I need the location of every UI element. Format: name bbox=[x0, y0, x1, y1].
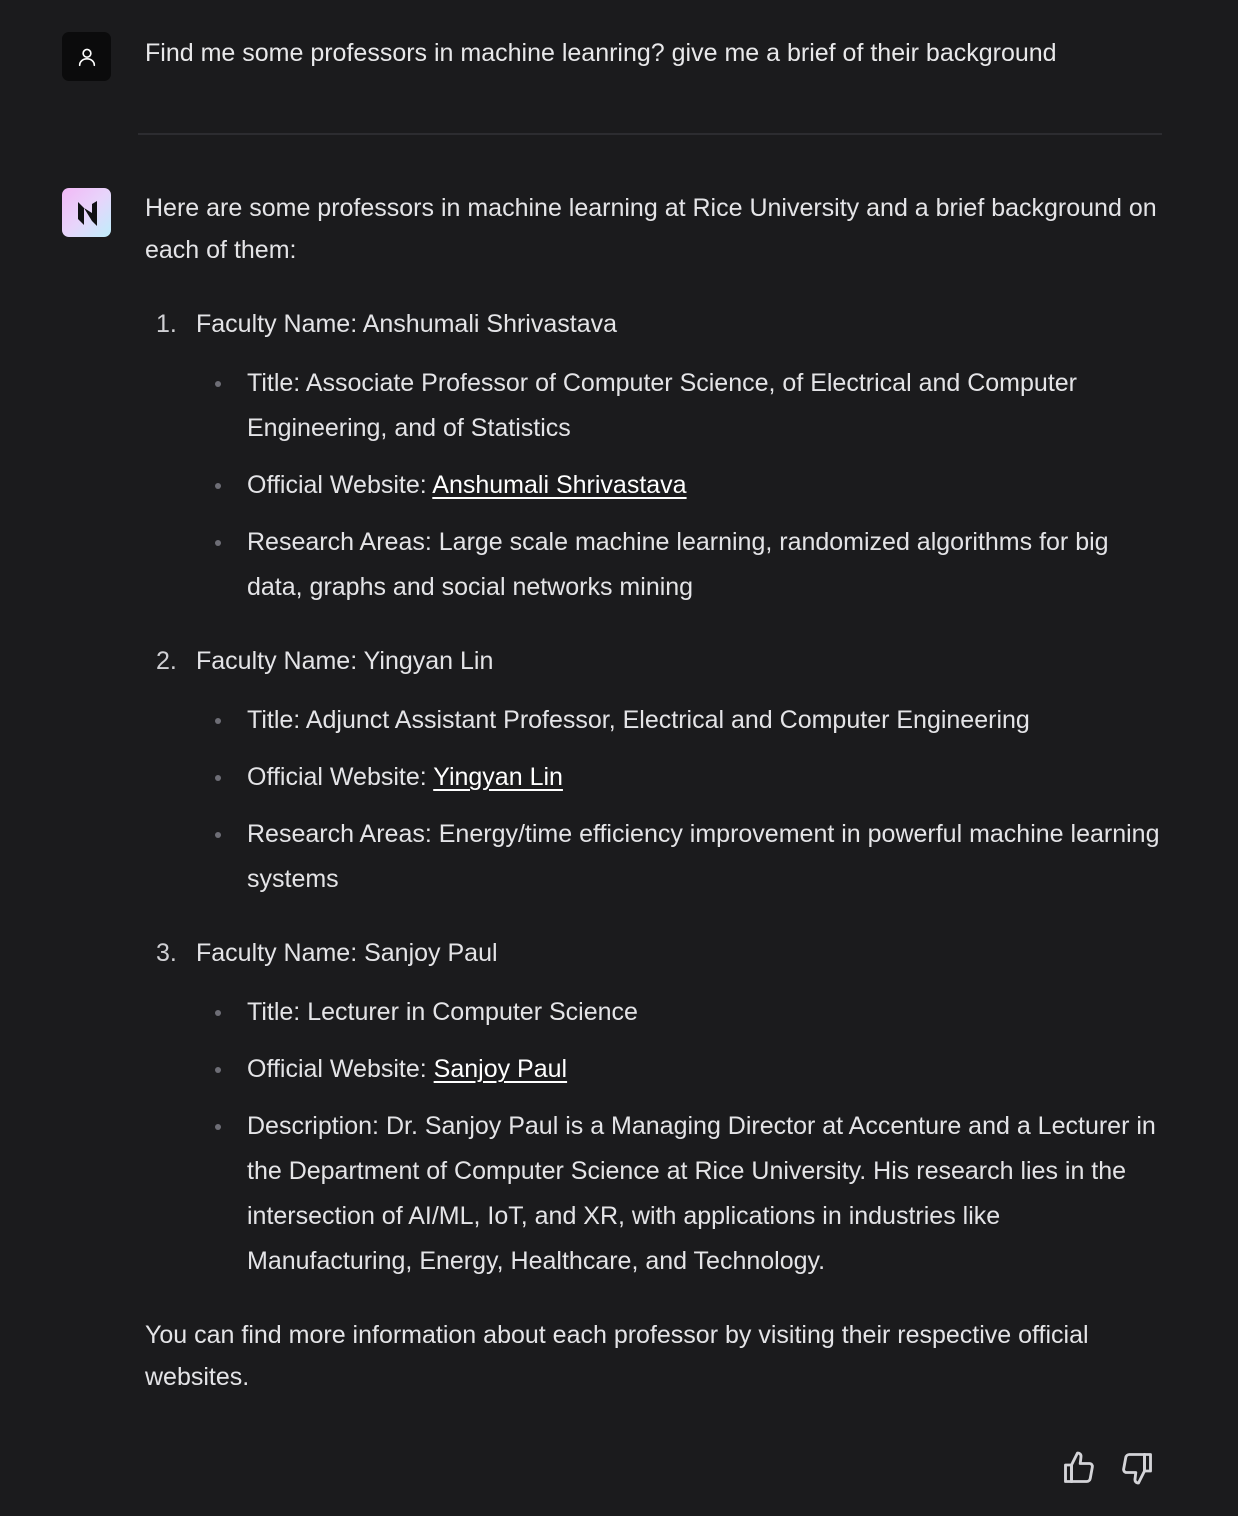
faculty-details bbox=[196, 361, 1160, 610]
faculty-item bbox=[145, 303, 1160, 610]
faculty-item bbox=[145, 640, 1160, 902]
detail-research bbox=[196, 812, 1160, 902]
list-number: 1. bbox=[156, 310, 177, 338]
thumbs-down-button[interactable] bbox=[1116, 1448, 1158, 1488]
detail-text: Title: Associate Professor of Computer Science, of Electrical and Computer Engineering, and of Statistics bbox=[247, 369, 1077, 442]
website-link-lin[interactable]: Yingyan Lin bbox=[433, 763, 563, 791]
faculty-item bbox=[145, 932, 1160, 1284]
faculty-name: Faculty Name: Yingyan Lin bbox=[196, 647, 494, 675]
user-icon bbox=[76, 46, 98, 68]
faculty-details bbox=[196, 698, 1160, 902]
detail-website bbox=[196, 463, 1160, 508]
faculty-name: Faculty Name: Sanjoy Paul bbox=[196, 939, 498, 967]
assistant-avatar bbox=[62, 188, 111, 237]
bullet-dot bbox=[215, 775, 221, 781]
detail-text: Official Website: bbox=[247, 471, 433, 499]
detail-text: Research Areas: Energy/time efficiency improvement in powerful machine learning systems bbox=[247, 820, 1160, 893]
detail-text: Official Website: bbox=[247, 763, 434, 791]
bullet-dot bbox=[215, 1067, 221, 1073]
n-logo-icon bbox=[73, 199, 101, 227]
detail-title bbox=[196, 698, 1160, 743]
website-link-paul[interactable]: Sanjoy Paul bbox=[433, 1055, 568, 1083]
bullet-dot bbox=[215, 1010, 221, 1016]
assistant-intro: Here are some professors in machine learning at Rice University and a brief background on each of them: bbox=[145, 194, 1157, 264]
feedback-controls bbox=[1058, 1448, 1158, 1488]
thumbs-up-button[interactable] bbox=[1058, 1448, 1100, 1488]
detail-research bbox=[196, 520, 1160, 610]
detail-website bbox=[196, 755, 1160, 800]
bullet-dot bbox=[215, 483, 221, 489]
faculty-name: Faculty Name: Anshumali Shrivastava bbox=[196, 310, 618, 338]
faculty-details bbox=[196, 990, 1160, 1284]
list-number: 3. bbox=[156, 939, 177, 967]
detail-website bbox=[196, 1047, 1160, 1092]
message-divider bbox=[138, 133, 1162, 135]
detail-text: Research Areas: Large scale machine learning, randomized algorithms for big data, graphs and social networks mining bbox=[247, 528, 1109, 601]
detail-text: Description: Dr. Sanjoy Paul is a Managing Director at Accenture and a Lecturer in the Department of Computer Science at Rice University. His research lies in the intersection of AI/ML, IoT, and XR, with applications in industries like Manufacturing, Energy, Healthcare, and Technology. bbox=[247, 1112, 1156, 1275]
detail-text: Official Website: bbox=[247, 1055, 434, 1083]
detail-text: Title: Adjunct Assistant Professor, Electrical and Computer Engineering bbox=[247, 706, 1030, 734]
bullet-dot bbox=[215, 381, 221, 387]
detail-title bbox=[196, 990, 1160, 1035]
bullet-dot bbox=[215, 718, 221, 724]
faculty-list bbox=[145, 303, 1160, 1284]
detail-title bbox=[196, 361, 1160, 451]
list-number: 2. bbox=[156, 647, 177, 675]
bullet-dot bbox=[215, 540, 221, 546]
website-link-shrivastava[interactable]: Anshumali Shrivastava bbox=[432, 471, 687, 499]
bullet-dot bbox=[215, 832, 221, 838]
user-message-text: Find me some professors in machine leanring? give me a brief of their background bbox=[145, 39, 1057, 67]
detail-description bbox=[196, 1104, 1160, 1284]
assistant-closing: You can find more information about each professor by visiting their respective official websites. bbox=[145, 1321, 1089, 1391]
assistant-message bbox=[145, 187, 1160, 1398]
detail-text: Title: Lecturer in Computer Science bbox=[247, 998, 638, 1026]
thumbs-down-icon bbox=[1118, 1450, 1156, 1486]
thumbs-up-icon bbox=[1060, 1450, 1098, 1486]
user-avatar bbox=[62, 32, 111, 81]
bullet-dot bbox=[215, 1124, 221, 1130]
